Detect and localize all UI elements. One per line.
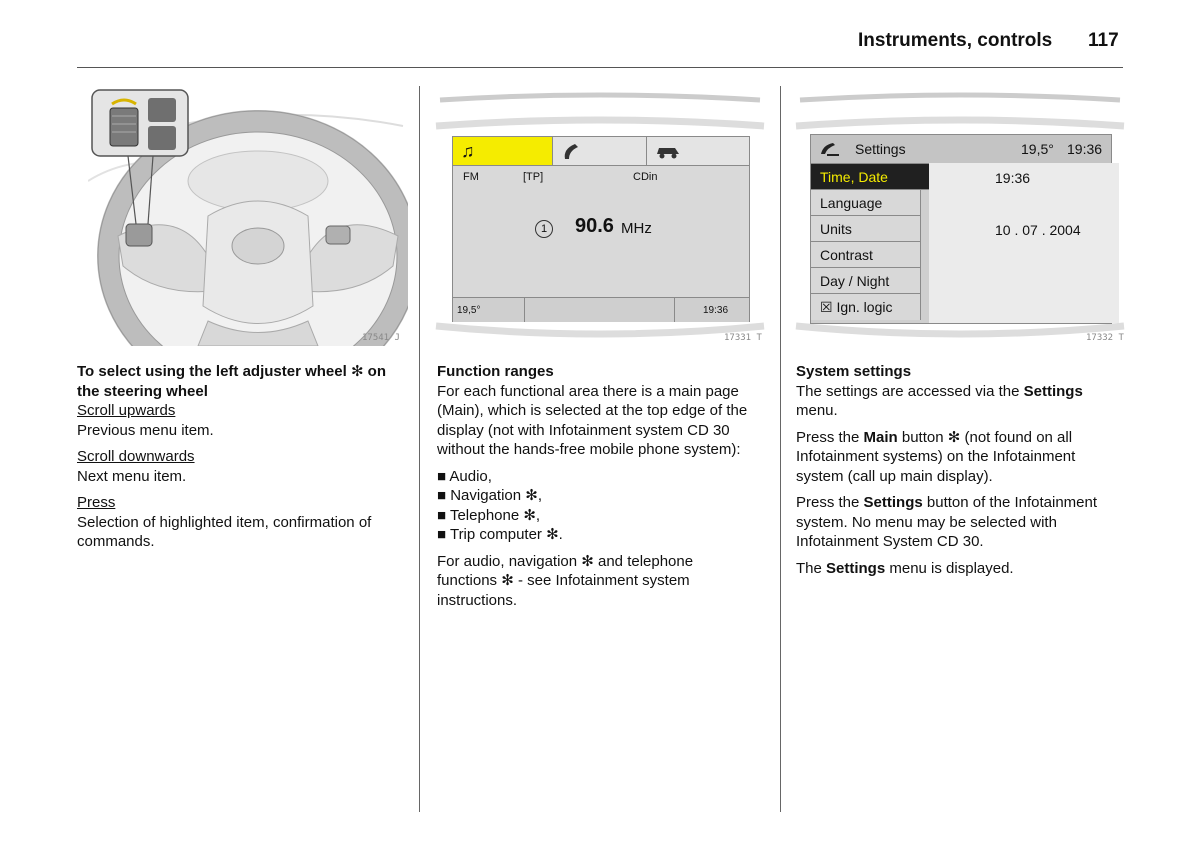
menu-item-day-night[interactable]: Day / Night (811, 268, 921, 294)
section-heading: System settings (796, 363, 912, 380)
term-press: Press (77, 494, 116, 511)
steering-wheel-illustration (88, 86, 408, 346)
column-1 (77, 362, 407, 552)
paragraph-3: Press the Settings button of the Infotainment system. No menu may be selected with Infotainment System CD 30. (796, 494, 1098, 550)
paragraph-2: Press the Main button ✻ (not found on all Infotainment systems) on the Infotainment system (call up main display). (796, 428, 1076, 485)
column-3 (796, 362, 1126, 578)
outside-temp: 19,5° (1021, 141, 1054, 157)
car-icon (655, 142, 681, 160)
frequency-unit: MHz (621, 220, 652, 237)
figure-number: 17331 T (724, 333, 762, 343)
intro-paragraph: For each functional area there is a main page (Main), which is selected at the top edge of the display (not with Infotainment system CD 30 without the hands-free mobile phone system): (437, 382, 748, 458)
status-cell-empty (525, 298, 675, 322)
page-number: 117 (1088, 30, 1119, 51)
tab-trip-computer[interactable] (647, 137, 749, 165)
bullet-telephone: ■ Telephone ✻, (437, 506, 541, 524)
settings-display-figure (790, 86, 1130, 348)
value-pane (929, 163, 1119, 323)
figure-number: 17332 T (1086, 333, 1124, 343)
band-label: FM (463, 171, 479, 183)
column-divider (780, 86, 781, 812)
bullet-navigation: ■ Navigation ✻, (437, 487, 543, 504)
preset-number: 1 (535, 220, 553, 238)
settings-icon (819, 141, 841, 157)
section-heading: To select using the left adjuster wheel ✻ on the steering wheel (77, 363, 387, 400)
outside-temp: 19,5° (453, 298, 525, 322)
menu-item-contrast[interactable]: Contrast (811, 242, 921, 268)
desc-scroll-down: Next menu item. (77, 467, 187, 485)
settings-term: Settings (826, 559, 886, 577)
clock: 19:36 (703, 304, 729, 316)
outro-paragraph: For audio, navigation ✻ and telephone functions ✻ - see Infotainment system instructions. (437, 552, 694, 609)
settings-term: Settings (863, 494, 923, 511)
steering-wheel-figure (88, 86, 408, 346)
audio-display-figure (430, 86, 770, 348)
clock: 19:36 (1067, 141, 1103, 157)
figure-number: 17541 J (362, 333, 400, 343)
section-heading: Function ranges (437, 363, 554, 380)
menu-item-ign-logic[interactable]: ☒ Ign. logic (811, 294, 921, 320)
term-scroll-down: Scroll downwards (77, 448, 195, 465)
tab-audio[interactable] (453, 137, 553, 165)
tab-telephone[interactable] (553, 137, 647, 165)
settings-term: Settings (1023, 382, 1083, 400)
status-bar (453, 297, 749, 322)
frequency-value: 90.6 (575, 215, 614, 237)
time-value: 19:36 (995, 170, 1031, 186)
desc-scroll-up: Previous menu item. (77, 421, 214, 439)
function-tabs (453, 137, 749, 166)
menu-item-time-date[interactable]: Time, Date (811, 164, 929, 190)
desc-press: Selection of highlighted item, confirmation of commands. (77, 513, 372, 550)
column-divider (419, 86, 420, 812)
paragraph-1: The settings are accessed via the Settings menu. (796, 382, 1083, 419)
main-term: Main (863, 428, 898, 446)
bullet-audio: ■ Audio, (437, 467, 492, 485)
bullet-trip-computer: ■ Trip computer ✻. (437, 526, 563, 543)
menu-item-language[interactable]: Language (811, 190, 921, 216)
settings-title: Settings (855, 141, 906, 157)
audio-note-icon: ♫ (461, 140, 475, 161)
source-label: CDin (633, 171, 658, 183)
audio-screen (452, 136, 750, 322)
menu-item-units[interactable]: Units (811, 216, 921, 242)
date-value: 10 . 07 . 2004 (995, 222, 1081, 238)
settings-screen (810, 134, 1112, 324)
traffic-program-label: [TP] (523, 171, 544, 183)
telephone-icon (561, 141, 583, 161)
header-rule (77, 67, 1123, 68)
page-title: Instruments, controls (858, 30, 1053, 51)
column-2 (437, 362, 752, 610)
paragraph-4: The Settings menu is displayed. (796, 559, 1014, 577)
term-scroll-up: Scroll upwards (77, 402, 176, 419)
settings-header (811, 135, 1111, 164)
